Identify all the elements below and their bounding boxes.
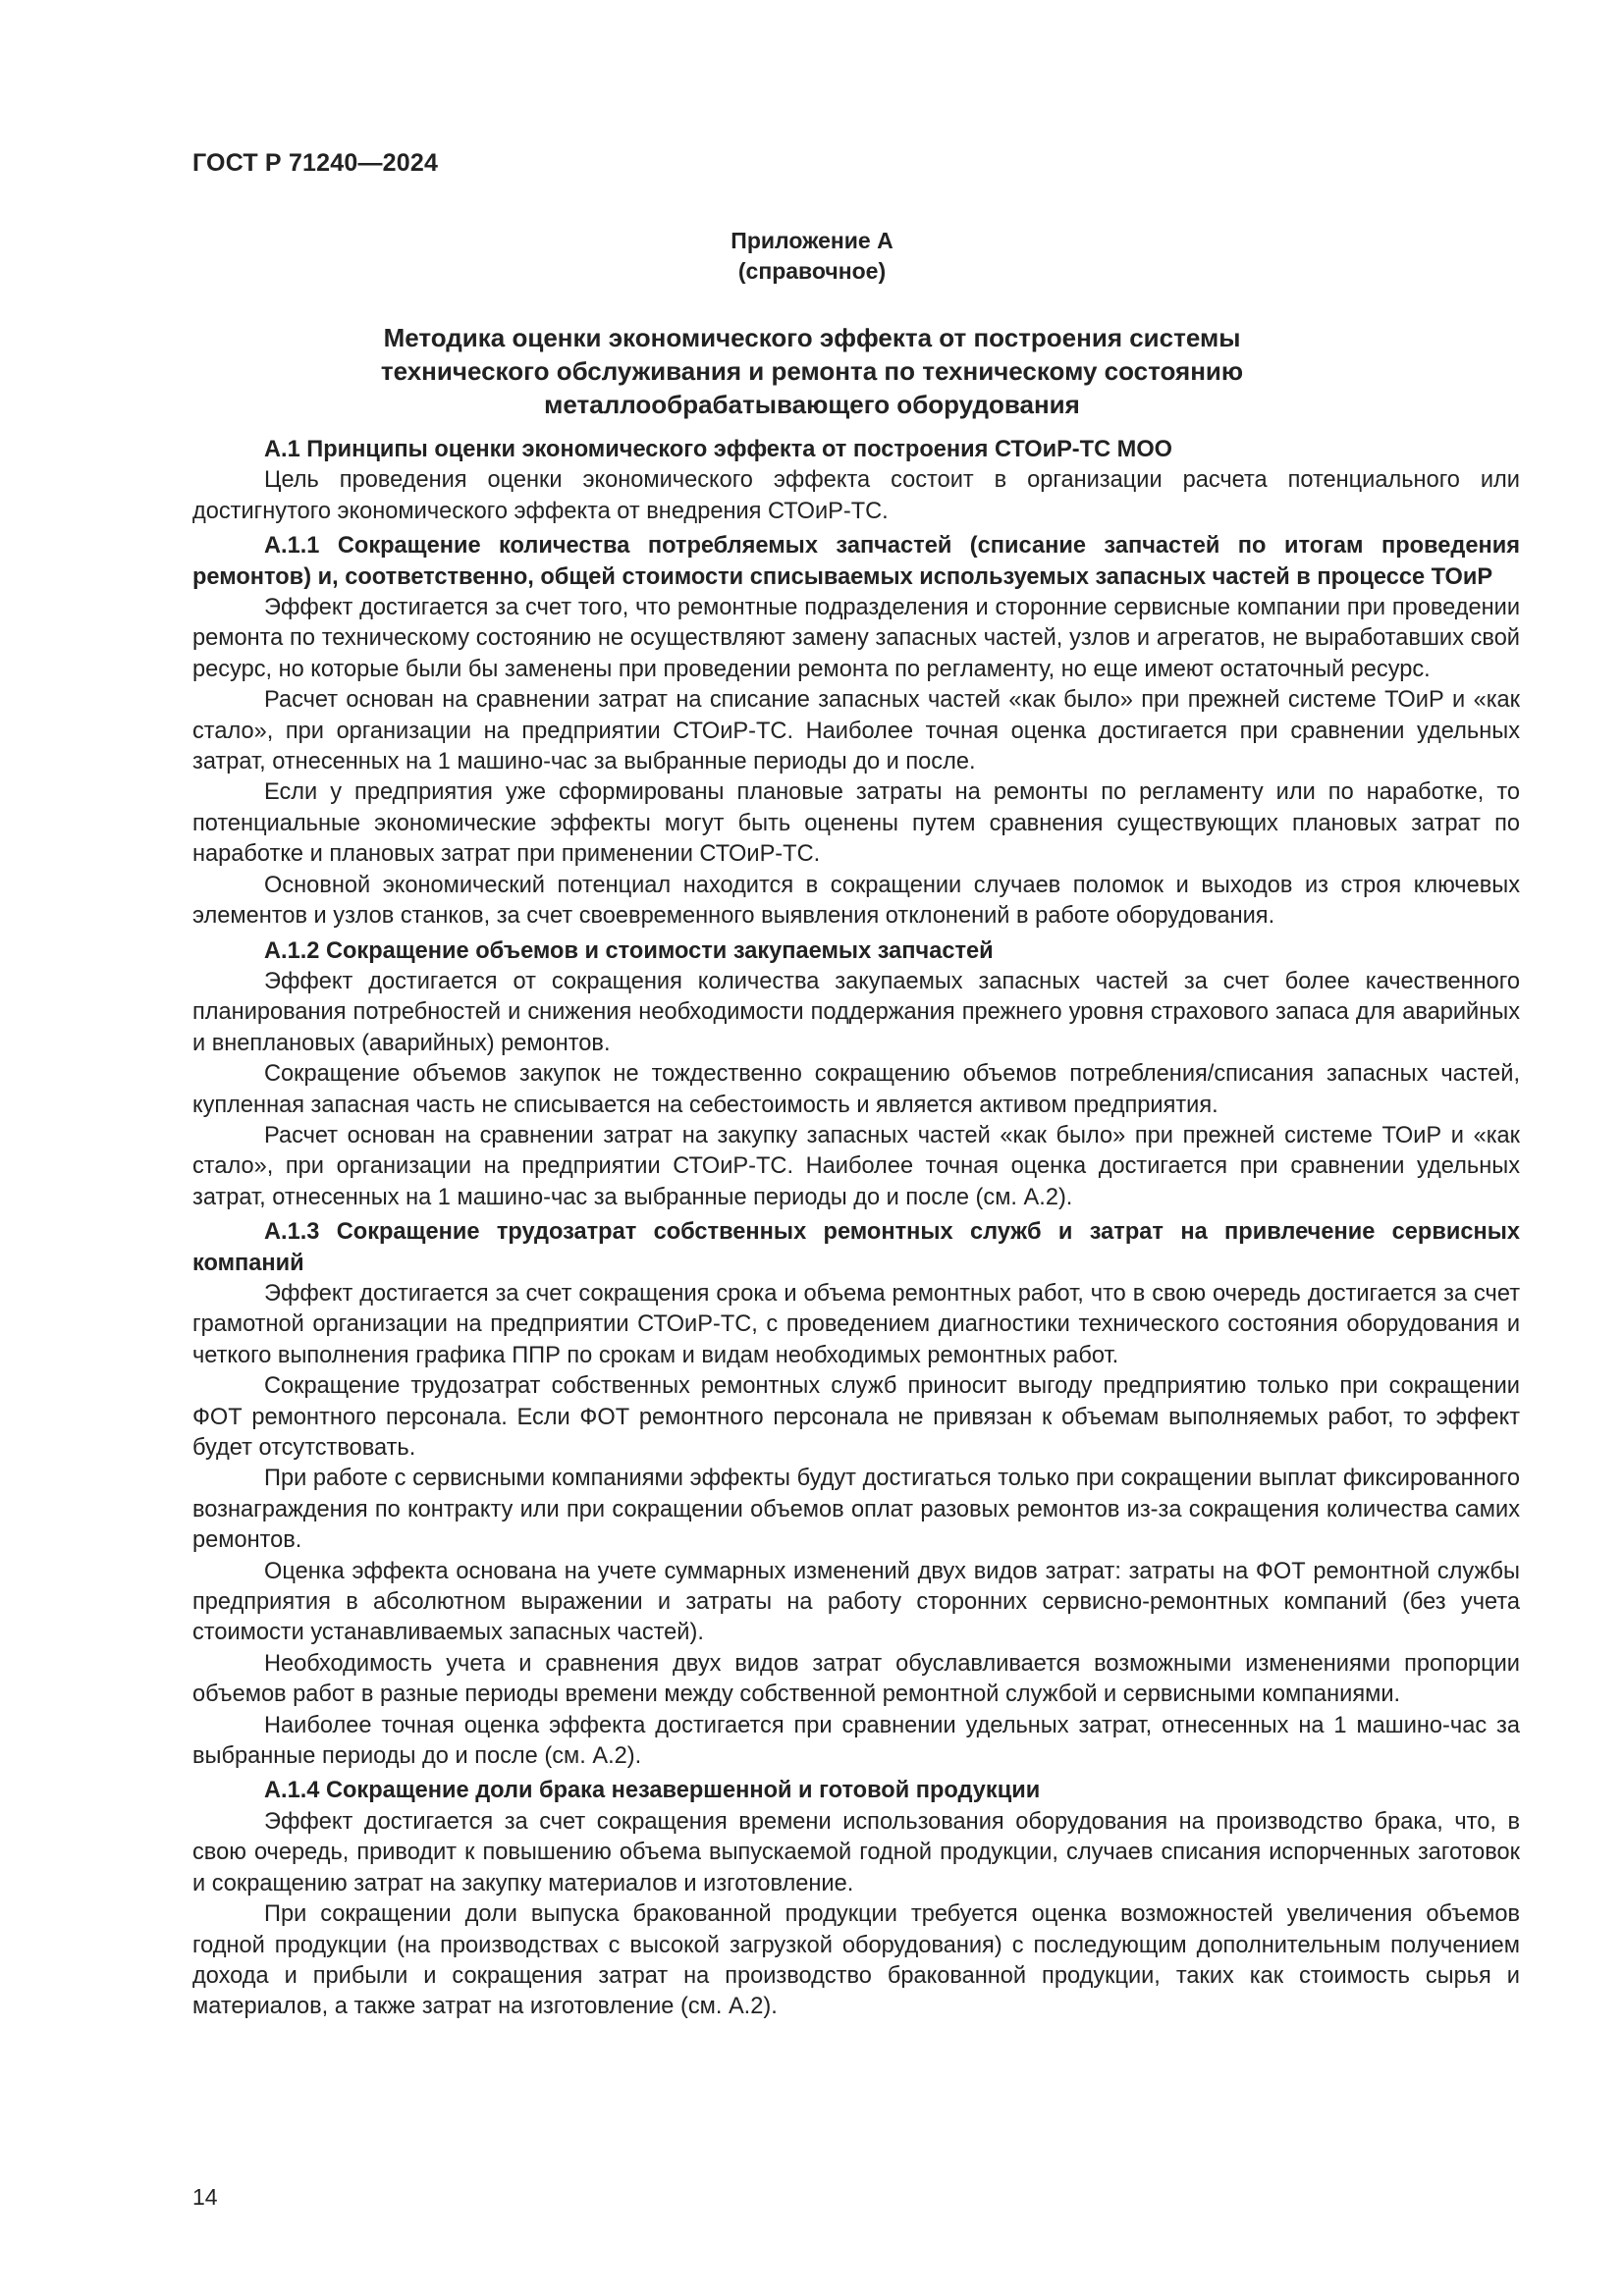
document-code: ГОСТ Р 71240—2024 bbox=[192, 149, 439, 177]
page-number: 14 bbox=[192, 2184, 218, 2210]
paragraph: Необходимость учета и сравнения двух видов затрат обуславливается возможными изменениями пропорции объемов работ в разные периоды времени между собственной ремонтной службой и сервисными компаниями. bbox=[192, 1650, 1520, 1708]
document-body bbox=[192, 435, 1520, 2023]
annex-title-line: Методика оценки экономического эффекта от построения системы bbox=[383, 323, 1241, 352]
paragraph: Эффект достигается за счет сокращения срока и объема ремонтных работ, что в свою очередь достигается за счет грамотной организации на предприятии СТОиР-ТС, с проведением диагностики технического состояния оборудования и четкого выполнения графика ППР по срокам и видам необходимых ремонтных работ. bbox=[192, 1280, 1520, 1368]
paragraph: Если у предприятия уже сформированы плановые затраты на ремонты по регламенту или по наработке, то потенциальные экономические эффекты могут быть оценены путем сравнения существующих плановых затрат по наработке и плановых затрат при применении СТОиР-ТС. bbox=[192, 779, 1520, 868]
paragraph: При сокращении доли выпуска бракованной продукции требуется оценка возможностей увеличения объемов годной продукции (на производствах с высокой загрузкой оборудования) с последующим дополнительным получением дохода и прибыли и сокращения затрат на производство бракованной продукции, таких как стоимость сырья и материалов, а также затрат на изготовление (см. А.2). bbox=[192, 1901, 1520, 2020]
paragraph: Сокращение трудозатрат собственных ремонтных служб приносит выгоду предприятию только при сокращении ФОТ ремонтного персонала. Если ФОТ ремонтного персонала не привязан к объемам выполняемых работ, то эффект будет отсутствовать. bbox=[192, 1373, 1520, 1461]
paragraph: Цель проведения оценки экономического эффекта состоит в организации расчета потенциального или достигнутого экономического эффекта от внедрения СТОиР-ТС. bbox=[192, 467, 1520, 524]
annex-type: (справочное) bbox=[737, 258, 887, 284]
paragraph: Расчет основан на сравнении затрат на списание запасных частей «как было» при прежней системе ТОиР и «как стало», при организации на предприятии СТОиР-ТС. Наиболее точная оценка достигается при сравнении удельных затрат, отнесенных на 1 машино-час за выбранные периоды до и после. bbox=[192, 687, 1520, 775]
paragraph: При работе с сервисными компаниями эффекты будут достигаться только при сокращении выплат фиксированного вознаграждения по контракту или при сокращении объемов оплат разовых ремонтов из-за сокращения количества самих ремонтов. bbox=[192, 1466, 1520, 1554]
annex-title bbox=[0, 321, 1624, 421]
section-heading-a1-2: А.1.2 Сокращение объемов и стоимости закупаемых запчастей bbox=[264, 937, 994, 964]
paragraph: Сокращение объемов закупок не тождественно сокращению объемов потребления/списания запасных частей, купленная запасная часть не списывается на себестоимость и является активом предприятия. bbox=[192, 1061, 1520, 1118]
paragraph: Оценка эффекта основана на учете суммарных изменений двух видов затрат: затраты на ФОТ ремонтной службы предприятия в абсолютном выражении и затраты на работу сторонних сервисно-ремонтных компаний (без учета стоимости устанавливаемых запасных частей). bbox=[192, 1558, 1520, 1646]
paragraph: Эффект достигается за счет того, что ремонтные подразделения и сторонние сервисные компании при проведении ремонта по техническому состоянию не осуществляют замену запасных частей, узлов и агрегатов, не выработавших свой ресурс, но которые были бы заменены при проведении ремонта по регламенту, но еще имеют остаточный ресурс. bbox=[192, 595, 1520, 682]
annex-title-line: технического обслуживания и ремонта по техническому состоянию bbox=[380, 356, 1244, 386]
paragraph: Эффект достигается от сокращения количества закупаемых запасных частей за счет более качественного планирования потребностей и снижения необходимости поддержания прежнего уровня страхового запаса для аварийных и внеплановых (аварийных) ремонтов. bbox=[192, 968, 1520, 1056]
paragraph: Наиболее точная оценка эффекта достигается при сравнении удельных затрат, отнесенных на 1 машино-час за выбранные периоды до и после (см. А.2). bbox=[192, 1712, 1520, 1770]
paragraph: Эффект достигается за счет сокращения времени использования оборудования на производство брака, что, в свою очередь, приводит к повышению объема выпускаемой годной продукции, случаев списания испорченных заготовок и сокращению затрат на закупку материалов и изготовление. bbox=[192, 1808, 1520, 1896]
annex-label: Приложение А bbox=[731, 228, 893, 253]
section-heading-a1-4: А.1.4 Сокращение доли брака незавершенной и готовой продукции bbox=[264, 1778, 1041, 1804]
paragraph: Расчет основан на сравнении затрат на закупку запасных частей «как было» при прежней системе ТОиР и «как стало», при организации на предприятии СТОиР-ТС. Наиболее точная оценка достигается при сравнении удельных затрат, отнесенных на 1 машино-час за выбранные периоды до и после (см. А.2). bbox=[192, 1122, 1520, 1210]
section-heading-a1: А.1 Принципы оценки экономического эффекта от построения СТОиР-ТС МОО bbox=[264, 437, 1173, 462]
section-heading-a1-3: А.1.3 Сокращение трудозатрат собственных ремонтных служб и затрат на привлечение сервисных компаний bbox=[192, 1219, 1520, 1276]
annex-title-line: металлообрабатывающего оборудования bbox=[544, 390, 1080, 419]
section-heading-a1-1: А.1.1 Сокращение количества потребляемых запчастей (списание запчастей по итогам проведения ремонтов) и, соответственно, общей стоимости списываемых используемых запасных частей в процессе ТОиР bbox=[192, 533, 1520, 590]
paragraph: Основной экономический потенциал находится в сокращении случаев поломок и выходов из строя ключевых элементов и узлов станков, за счет своевременного выявления отклонений в работе оборудования. bbox=[192, 872, 1520, 930]
